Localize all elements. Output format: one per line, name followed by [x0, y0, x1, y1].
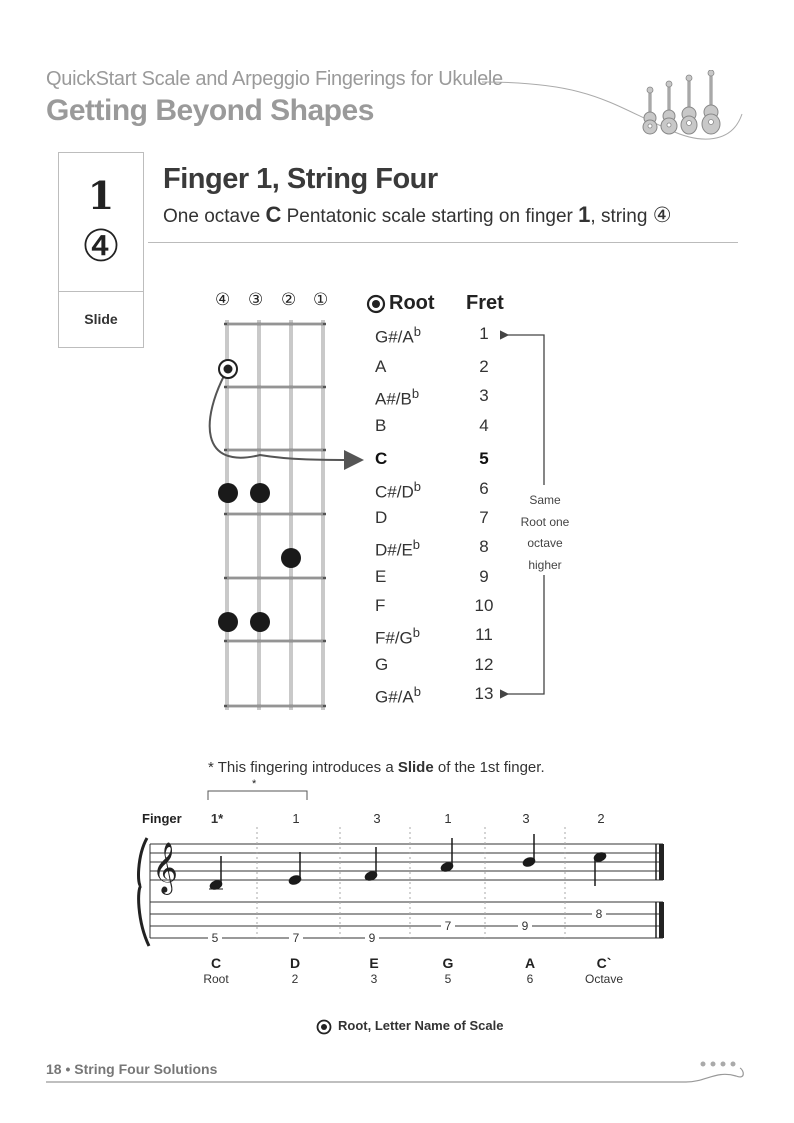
string-label-4: ④	[215, 290, 231, 310]
tab-number-2: 7	[292, 931, 300, 945]
system-brace	[139, 838, 149, 946]
slide-footnote: * This fingering introduces a Slide of the 1st finger.	[208, 759, 545, 776]
lesson-finger-number: 1	[87, 173, 115, 218]
note-name-2: D	[289, 955, 301, 971]
table-fret-9: 9	[479, 567, 489, 586]
note-name-5: A	[524, 955, 536, 971]
lesson-technique-tag: Slide	[84, 311, 118, 327]
table-fret-4: 4	[479, 416, 489, 435]
note-degree-6: Octave	[584, 972, 623, 986]
finger-1: 1*	[210, 811, 224, 826]
slide-bracket	[205, 788, 315, 802]
table-fret-8: 8	[479, 537, 489, 556]
tab-number-6: 8	[595, 907, 603, 921]
finger-dot-string2-fret9	[281, 548, 301, 568]
heading-rule	[148, 242, 738, 243]
legend-text: Root, Letter Name of Scale	[338, 1018, 504, 1033]
table-note-4: B	[375, 416, 387, 435]
finger-dot-string3-fret11	[250, 612, 270, 632]
notation-staff	[135, 826, 675, 952]
page-footer: 18 • String Four Solutions	[46, 1061, 218, 1077]
table-fret-11: 11	[475, 625, 493, 644]
note-degree-5: 6	[526, 972, 534, 986]
table-note-10: F	[375, 596, 386, 615]
table-note-7: D	[375, 508, 388, 527]
footer-decoration	[46, 1056, 751, 1086]
table-header-fret: Fret	[466, 292, 504, 314]
table-note-12: G	[375, 655, 389, 674]
finger-row-label: Finger	[142, 811, 182, 826]
note-degree-1: Root	[203, 972, 229, 986]
table-fret-13: 13	[474, 684, 494, 703]
section-subtitle: One octave C Pentatonic scale starting on finger 1, string ④	[163, 202, 672, 227]
tab-number-3: 9	[368, 931, 376, 945]
section-heading: Finger 1, String Four	[163, 163, 438, 195]
table-fret-12: 12	[474, 655, 494, 674]
tab-number-5: 9	[521, 919, 529, 933]
table-fret-1: 1	[479, 324, 489, 343]
note-degree-3: 3	[370, 972, 378, 986]
table-note-3: $A\#/B^b$	[375, 386, 420, 409]
slide-arrow	[210, 370, 360, 460]
book-title: Getting Beyond Shapes	[46, 94, 374, 127]
lesson-box	[58, 152, 144, 348]
finger-dot-string4-fret7	[218, 483, 238, 503]
table-note-5: C	[375, 449, 388, 468]
finger-dot-string4-fret11	[218, 612, 238, 632]
finger-5: 3	[522, 811, 530, 826]
table-note-1: $G\#/A^b$	[375, 324, 421, 347]
finger-4: 1	[444, 811, 452, 826]
table-note-11: $F\#/G^b$	[375, 625, 421, 648]
series-title: QuickStart Scale and Arpeggio Fingerings for Ukulele	[46, 68, 503, 90]
finger-dot-string3-fret7	[250, 483, 270, 503]
table-fret-7: 7	[479, 508, 489, 527]
table-fret-3: 3	[479, 386, 489, 405]
lesson-string-number: ④	[81, 221, 121, 272]
treble-clef-icon: 𝄞	[152, 842, 179, 893]
table-header-root: Root	[389, 292, 435, 314]
root-symbol-icon	[366, 294, 386, 314]
string-label-2: ②	[281, 290, 297, 310]
note-name-4: G	[442, 955, 454, 971]
fretboard-diagram	[200, 310, 375, 725]
octave-note: Same Root one octave higher	[520, 493, 570, 572]
string-label-3: ③	[248, 290, 264, 310]
finger-6: 2	[597, 811, 605, 826]
table-fret-6: 6	[479, 479, 489, 498]
note-name-6: C`	[596, 955, 612, 971]
ukulele-family-icon	[640, 70, 730, 136]
table-fret-2: 2	[479, 357, 489, 376]
table-fret-10: 10	[474, 596, 494, 615]
slide-bracket-mark: *	[252, 778, 257, 790]
table-note-9: E	[375, 567, 387, 586]
note-name-3: E	[369, 955, 379, 971]
finger-3: 3	[373, 811, 381, 826]
note-name-1: C	[210, 955, 222, 971]
root-legend-icon	[316, 1019, 332, 1035]
finger-2: 1	[292, 811, 300, 826]
table-fret-5: 5	[479, 449, 489, 468]
note-degree-2: 2	[291, 972, 299, 986]
table-note-2: A	[375, 357, 387, 376]
table-note-13: $G\#/A^b$	[375, 684, 421, 707]
table-note-6: $C\#/D^b$	[375, 479, 421, 502]
note-degree-4: 5	[444, 972, 452, 986]
string-label-1: ①	[313, 290, 329, 310]
tab-number-1: 5	[211, 931, 219, 945]
table-note-8: $D\#/E^b$	[375, 537, 421, 560]
tab-number-4: 7	[444, 919, 452, 933]
